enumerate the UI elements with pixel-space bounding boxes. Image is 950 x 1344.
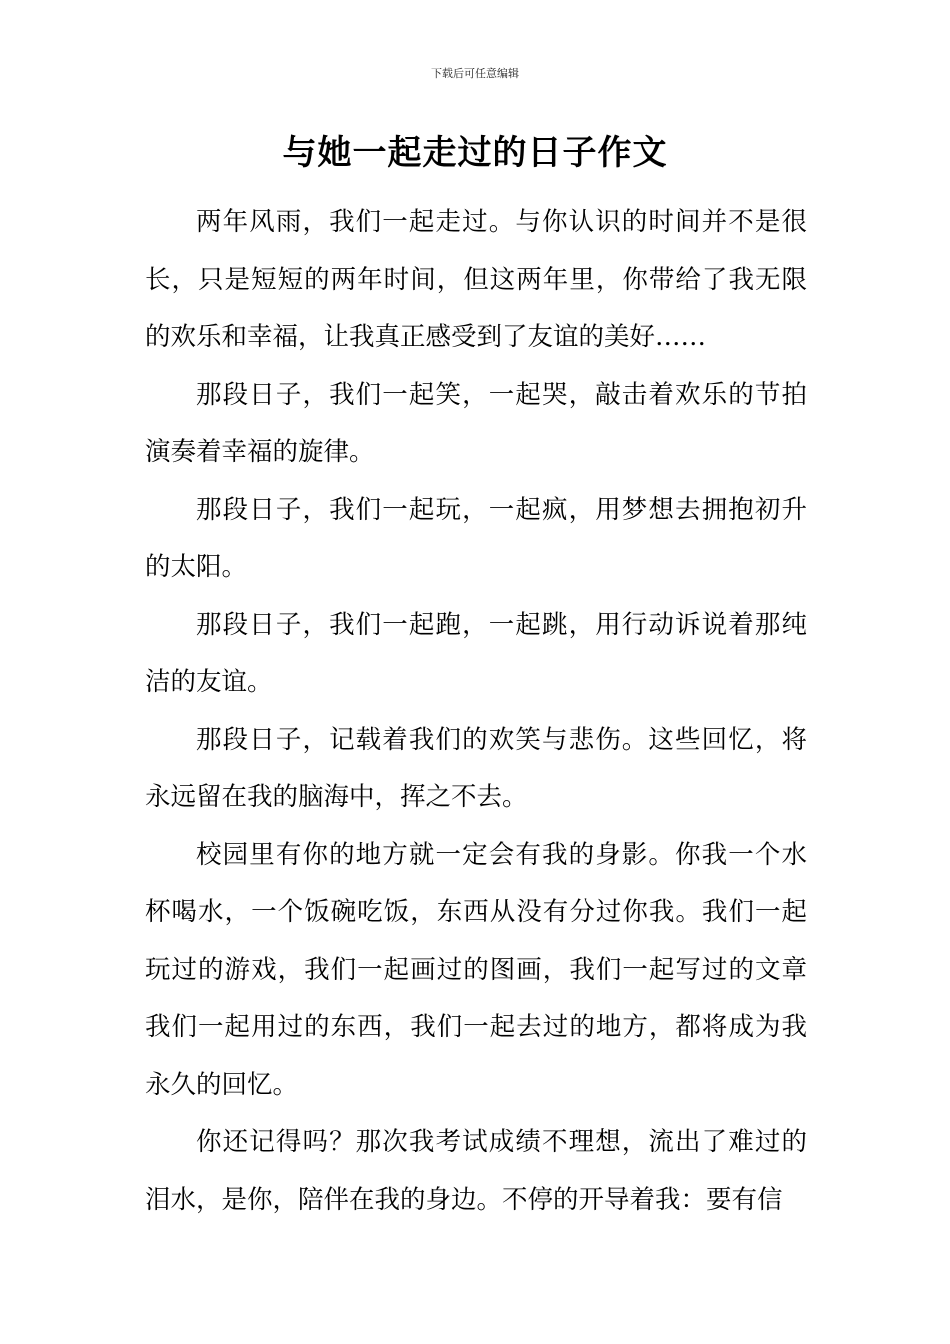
paragraph: 那段日子，我们一起跑，一起跳，用行动诉说着那纯洁的友谊。	[145, 609, 807, 697]
paragraph: 两年风雨，我们一起走过。与你认识的时间并不是很长，只是短短的两年时间，但这两年里，你带给了我无限的欢乐和幸福，让我真正感受到了友谊的美好……	[145, 207, 807, 352]
paragraph: 那段日子，我们一起玩，一起疯，用梦想去拥抱初升的太阳。	[145, 494, 807, 582]
document-body	[145, 194, 807, 1229]
paragraph: 你还记得吗？那次我考试成绩不理想，流出了难过的泪水，是你，陪伴在我的身边。不停的开导着我：要有信	[145, 1127, 807, 1215]
header-note: 下载后可任意编辑	[431, 67, 519, 80]
document-title: 与她一起走过的日子作文	[282, 133, 668, 173]
paragraph: 校园里有你的地方就一定会有我的身影。你我一个水杯喝水，一个饭碗吃饭，东西从没有分过你我。我们一起玩过的游戏，我们一起画过的图画，我们一起写过的文章我们一起用过的东西，我们一起去过的地方，都将成为我永久的回忆。	[145, 839, 807, 1100]
paragraph: 那段日子，我们一起笑，一起哭，敲击着欢乐的节拍演奏着幸福的旋律。	[145, 379, 807, 467]
paragraph: 那段日子，记载着我们的欢笑与悲伤。这些回忆，将永远留在我的脑海中，挥之不去。	[145, 724, 807, 812]
